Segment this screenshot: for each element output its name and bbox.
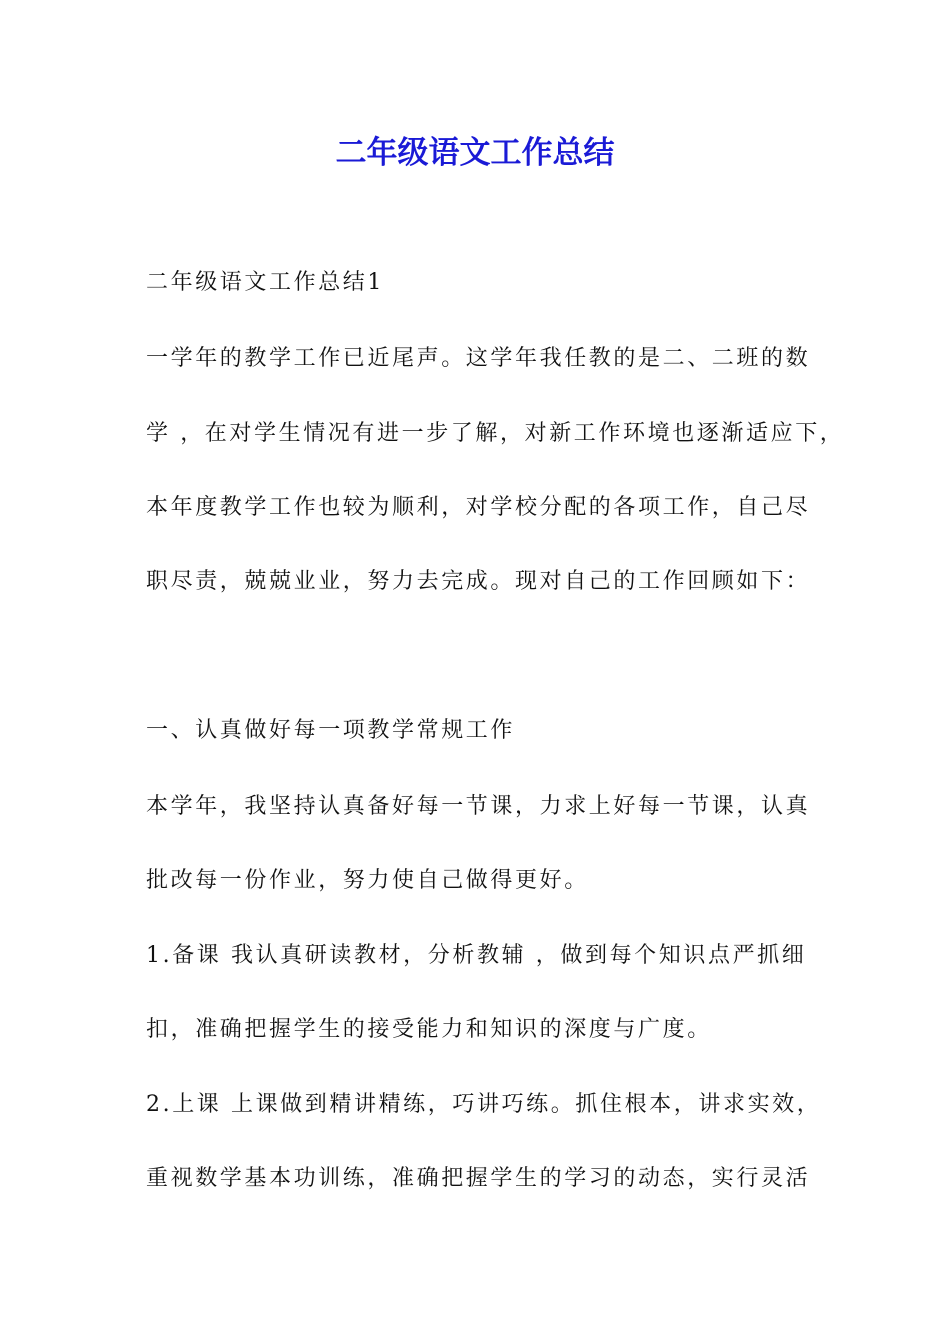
document-title: 二年级语文工作总结 [335, 135, 615, 171]
section-1-paragraph-line-2: 批改每一份作业，努力使自己做得更好。 [146, 868, 589, 893]
item-2-line-2: 重视数学基本功训练，准确把握学生的学习的动态，实行灵活 [146, 1166, 811, 1191]
item-1-line-1: 1.备课 我认真研读教材，分析教辅 ，做到每个知识点严抓细 [146, 943, 807, 968]
section-1-paragraph-line-1: 本学年，我坚持认真备好每一节课，力求上好每一节课，认真 [146, 794, 811, 819]
subtitle: 二年级语文工作总结1 [146, 270, 384, 295]
item-1-line-2: 扣，准确把握学生的接受能力和知识的深度与广度。 [146, 1017, 712, 1042]
item-2-line-1: 2.上课 上课做到精讲精练，巧讲巧练。抓住根本，讲求实效， [146, 1092, 822, 1117]
intro-line-4: 职尽责，兢兢业业，努力去完成。现对自己的工作回顾如下： [146, 569, 811, 594]
intro-line-1: 一学年的教学工作已近尾声。这学年我任教的是二、二班的数 [146, 346, 811, 371]
section-1-heading: 一、认真做好每一项教学常规工作 [146, 718, 516, 743]
intro-line-3: 本年度教学工作也较为顺利，对学校分配的各项工作，自己尽 [146, 495, 811, 520]
intro-line-2: 学 ，在对学生情况有进一步了解，对新工作环境也逐渐适应下， [146, 421, 845, 446]
